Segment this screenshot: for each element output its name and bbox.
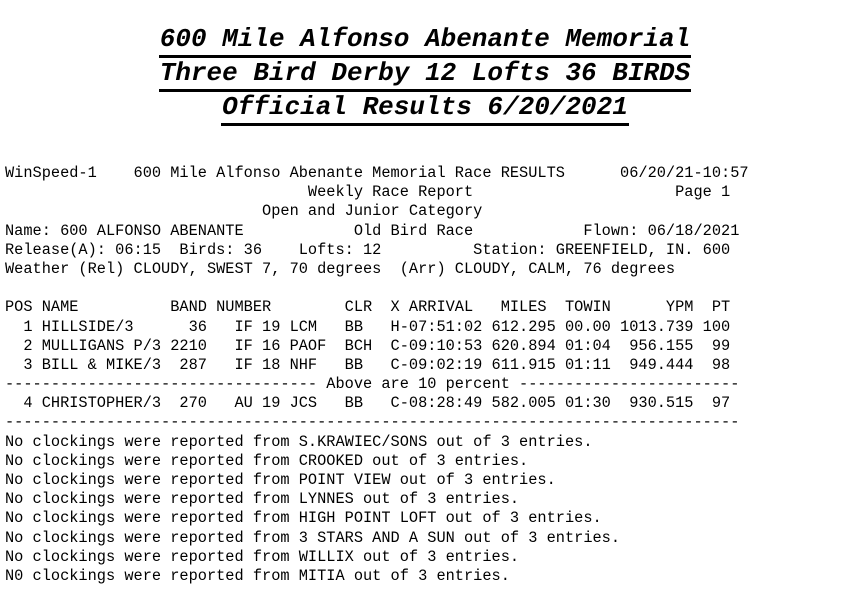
- report-race-info-line: Name: 600 ALFONSO ABENANTE Old Bird Race Flown: 06/18/2021: [5, 221, 740, 240]
- race-report-text: [5, 164, 749, 586]
- report-blank-line: [5, 279, 749, 298]
- report-category-line: Open and Junior Category: [5, 202, 483, 221]
- results-table-row: 4 CHRISTOPHER/3 270 AU 19 JCS BB C-08:28:49 582.005 01:30 930.515 97: [5, 394, 731, 413]
- report-weather-line: Weather (Rel) CLOUDY, SWEST 7, 70 degrees (Arr) CLOUDY, CALM, 76 degrees: [5, 259, 676, 278]
- no-clocking-notice: N0 clockings were reported from MITIA out of 3 entries.: [5, 566, 510, 585]
- no-clocking-notice: No clockings were reported from CROOKED out of 3 entries.: [5, 451, 529, 470]
- no-clocking-notice: No clockings were reported from 3 STARS AND A SUN out of 3 entries.: [5, 528, 621, 547]
- report-banner: [0, 22, 850, 124]
- no-clocking-notice: No clockings were reported from POINT VIEW out of 3 entries.: [5, 471, 556, 489]
- no-clocking-notice: No clockings were reported from S.KRAWIEC/SONS out of 3 entries.: [5, 432, 593, 451]
- results-table-row: 1 HILLSIDE/3 36 IF 19 LCM BB H-07:51:02 612.295 00.00 1013.739 100: [5, 317, 731, 336]
- report-subtitle-line: Weekly Race Report Page 1: [5, 183, 731, 202]
- banner-title-line-3: Official Results 6/20/2021: [221, 92, 629, 126]
- report-header-line: WinSpeed-1 600 Mile Alfonso Abenante Memorial Race RESULTS 06/20/21-10:57: [5, 164, 749, 182]
- percent-separator: ---------------------------------- Above are 10 percent ------------------------: [5, 375, 740, 394]
- banner-title-line-2: Three Bird Derby 12 Lofts 36 BIRDS: [159, 58, 692, 92]
- results-column-headers: POS NAME BAND NUMBER CLR X ARRIVAL MILES TOWIN YPM PT: [5, 298, 731, 317]
- results-table-row: 3 BILL & MIKE/3 287 IF 18 NHF BB C-09:02:19 611.915 01:11 949.444 98: [5, 355, 731, 374]
- no-clocking-notice: No clockings were reported from HIGH POINT LOFT out of 3 entries.: [5, 509, 602, 528]
- report-release-line: Release(A): 06:15 Birds: 36 Lofts: 12 Station: GREENFIELD, IN. 600: [5, 240, 731, 259]
- results-table-row: 2 MULLIGANS P/3 2210 IF 16 PAOF BCH C-09:10:53 620.894 01:04 956.155 99: [5, 336, 731, 355]
- no-clocking-notice: No clockings were reported from WILLIX out of 3 entries.: [5, 547, 520, 566]
- banner-title-line-1: 600 Mile Alfonso Abenante Memorial: [159, 24, 692, 58]
- no-clocking-notice: No clockings were reported from LYNNES out of 3 entries.: [5, 490, 520, 509]
- results-divider: --------------------------------------------------------------------------------: [5, 413, 740, 432]
